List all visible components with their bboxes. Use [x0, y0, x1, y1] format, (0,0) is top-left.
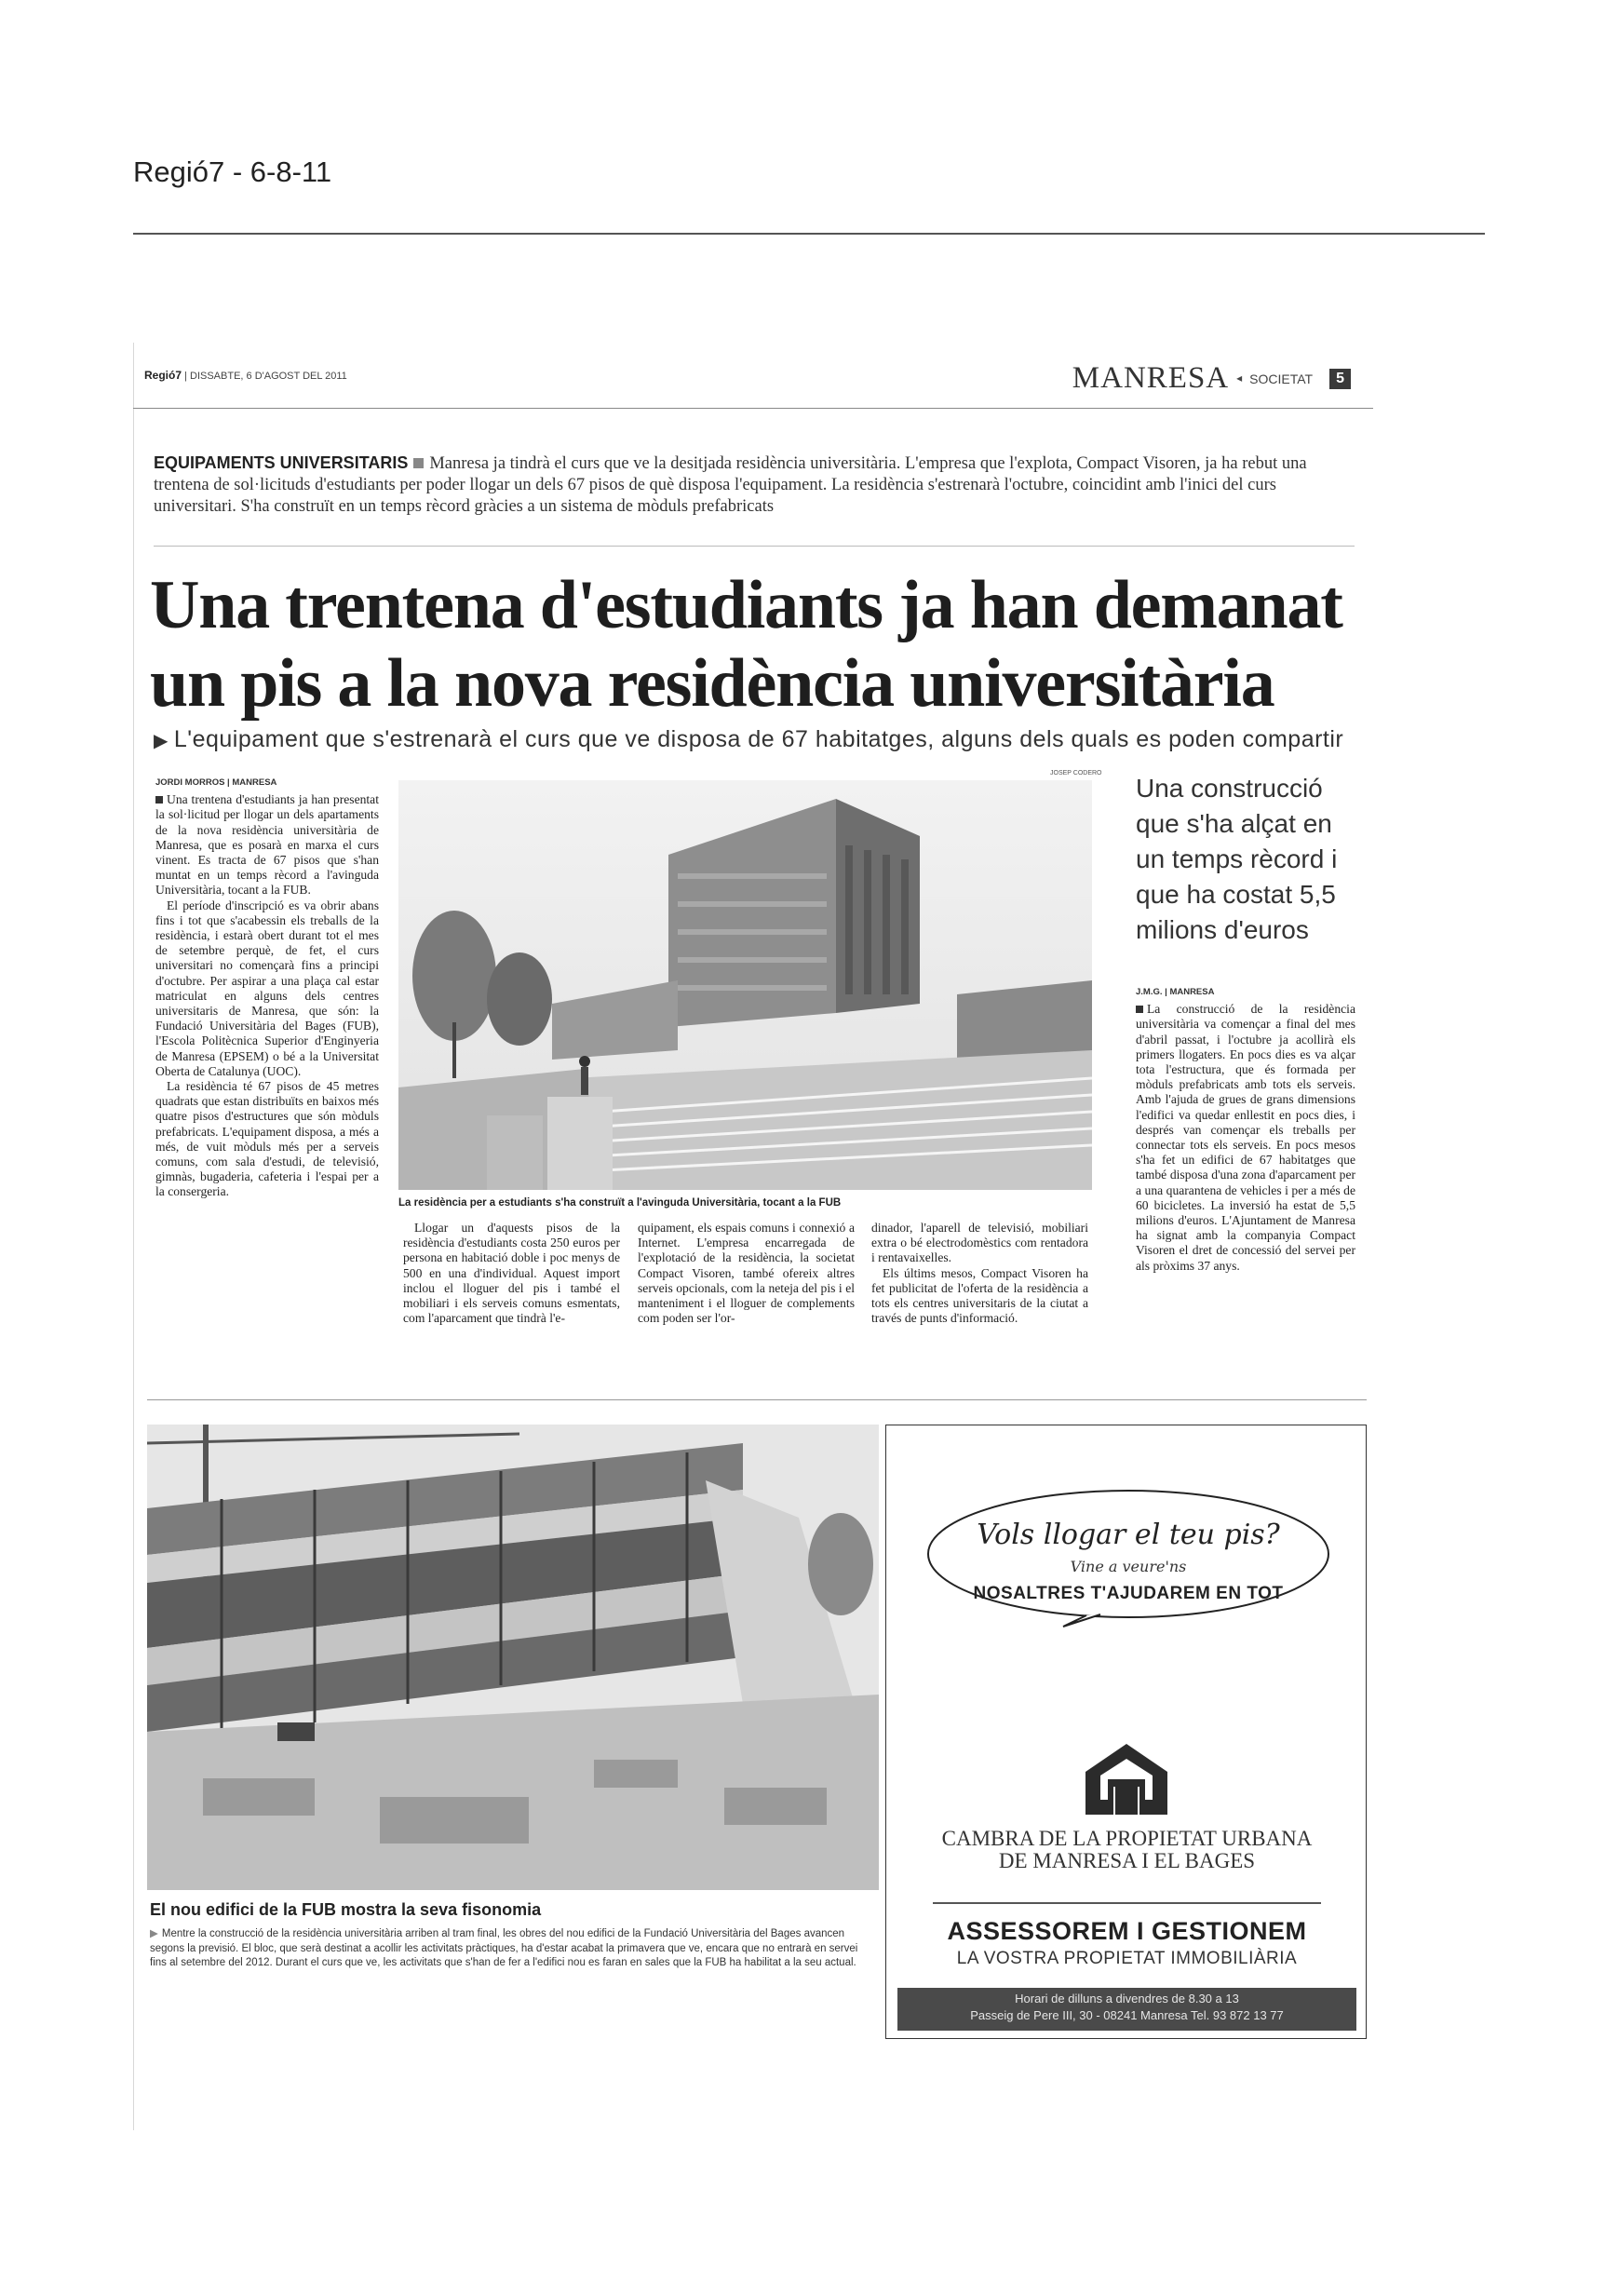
speech-bubble-icon: [924, 1479, 1333, 1628]
ad-question: Vols llogar el teu pis?: [977, 1519, 1280, 1551]
photo-description-text: Mentre la construcció de la residència universitària arriben al tram final, les obres del nou edifici de la Fundació Universitària del Bages avancen segons la previsió. El bloc, que serà destinat a acollir les activitats pràctiques, ha d'estar acabat la primavera que ve, encara que no entrarà en servei fins al setembre del 2012. Durant el curs que ve, les activitats que s'han de fer a l'edifici nou es faran en sales que la FUB ha habilitat a la seu actual.: [150, 1928, 858, 1968]
section-name: MANRESA: [1072, 361, 1230, 395]
photo-title: El nou edifici de la FUB mostra la seva fisonomia: [150, 1900, 542, 1919]
advertisement: [885, 1425, 1367, 2039]
article-column-2: [403, 1221, 620, 1326]
sidebar-byline: J.M.G. | MANRESA: [1136, 987, 1215, 997]
paragraph: La residència té 67 pisos de 45 metres quadrats que estan distribuïts en baixos més quatre pisos d'estructures que són mòduls prefabricats. L'equipament disposa, a més a més, de vuit mòduls més per a serveis comuns, com sala d'estudi, de televisió, gimnàs, bugaderia, cafeteria i l'espai per a la consergeria.: [155, 1079, 379, 1199]
sidebar-text: La construcció de la residència universitària va començar a final del mes d'abril passat, i l'octubre ja acollirà els primers llogaters. En pocs dies es va alçar tota l'estructura, que és formada per mòduls prefabricats amb tots els serveis. Amb l'ajuda de grues de grans dimensions l'edifici va quedar enllestit en pocs dies, i després van començar els treballs per connectar tots els serveis. En pocs mesos s'ha fet un edifici de 67 habitatges que també disposa d'una zona d'aparcament per a una quarantena de vehicles i per a més de 60 bicicletes. La inversió ha estat de 5,5 milions d'euros. L'Ajuntament de Manresa ha signat amb la companyia Compact Visoren el dret de concessió del servei per als pròxims 37 anys.: [1136, 1002, 1355, 1273]
ad-slogan: ASSESSOREM I GESTIONEM: [947, 1917, 1307, 1945]
article-summary: [154, 452, 1355, 518]
sidebar-headline: Una construcció que s'ha alçat en un temps rècord i que ha costat 5,5 milions d'euros: [1136, 774, 1338, 944]
masthead-left: [144, 369, 347, 382]
ad-hours: Horari de dilluns a divendres de 8.30 a 13: [1015, 1992, 1239, 2006]
paper-name: Regió7: [144, 369, 182, 382]
paragraph: [1136, 1002, 1355, 1274]
subheadline: [154, 726, 1364, 753]
headline-line-2: un pis a la nova residència universitària: [150, 645, 1274, 722]
organization-name: [905, 1828, 1349, 1872]
clip-divider: [133, 233, 1485, 235]
photo-credit: JOSEP CODERO: [1050, 770, 1102, 777]
fub-construction-photo: [147, 1425, 879, 1890]
square-bullet-icon: [1136, 1006, 1143, 1013]
paragraph: [155, 792, 379, 898]
paragraph: Llogar un d'aquests pisos de la residència d'estudiants costa 250 euros per persona en habitació doble i poc menys de 500 en una d'individual. Aquest import inclou el lloguer del pis i també el mobiliari i els serveis comuns esmentats, com l'aparcament que tindrà l'e-: [403, 1221, 620, 1326]
paragraph: Els últims mesos, Compact Visoren ha fet publicitat de l'oferta de la residència a tots els centres universitaris de la ciutat a través de punts d'informació.: [871, 1265, 1088, 1326]
sidebar-article: [1136, 985, 1355, 1274]
summary-divider: [154, 546, 1355, 547]
paragraph: quipament, els espais comuns i connexió a Internet. L'empresa encarregada de l'explotació de la residència, la societat Compact Visoren, també ofereix altres serveis opcionals, com la neteja del pis i el manteniment i el lloguer de complements com poden ser l'or-: [638, 1221, 855, 1326]
org-line-2: DE MANRESA I EL BAGES: [998, 1849, 1256, 1872]
square-bullet-icon: [155, 796, 163, 804]
ad-promise: NOSALTRES T'AJUDAREM EN TOT: [973, 1584, 1284, 1603]
subhead-text: L'equipament que s'estrenarà el curs que ve disposa de 67 habitatges, alguns dels quals es poden compartir: [173, 726, 1344, 752]
paragraph-text: Una trentena d'estudiants ja han presentat la sol·licitud per llogar un dels apartaments de la nova residència universitària de Manresa, que es posarà en marxa el curs vinent. Es tracta de 67 pisos que s'han muntat en un temps rècord a l'avinguda Universitària, tocant a la FUB.: [155, 792, 379, 898]
summary-text: Manresa ja tindrà el curs que ve la desitjada residència universitària. L'empresa que l'explota, Compact Visoren, ja ha rebut una trentena de sol·licituds d'estudiants per poder llogar un dels 67 pisos de què disposa l'equipament. La residència s'estrenarà l'octubre, coincidint amb l'inici del curs universitari. S'ha construït en un temps rècord gràcies a un sistema de mòduls prefabricats: [154, 454, 1307, 516]
article-column-3: [638, 1221, 855, 1326]
page-number: 5: [1329, 369, 1351, 389]
ad-invitation: Vine a veure'ns: [1070, 1558, 1187, 1575]
masthead-divider: [133, 408, 1373, 409]
paragraph: dinador, l'aparell de televisió, mobiliari extra o bé electrodomèstics com rentadora i rentavaixelles.: [871, 1221, 1088, 1265]
section-divider: [147, 1399, 1367, 1400]
subsection-name: SOCIETAT: [1249, 371, 1314, 386]
issue-date: DISSABTE, 6 D'AGOST DEL 2011: [190, 371, 347, 382]
separator: |: [184, 371, 190, 382]
summary-kicker: EQUIPAMENTS UNIVERSITARIS: [154, 453, 409, 472]
triangle-right-icon: ▶: [150, 1928, 158, 1939]
article-byline: JORDI MORROS | MANRESA: [155, 777, 277, 788]
house-logo-icon: [1084, 1742, 1169, 1817]
square-bullet-icon: [413, 458, 424, 468]
main-headline: [150, 566, 1360, 723]
article-column-1: [155, 776, 379, 1200]
photo-description: [150, 1927, 876, 1971]
article-column-4: [871, 1221, 1088, 1326]
headline-line-1: Una trentena d'estudiants ja han demanat: [150, 567, 1342, 643]
residence-photo: [398, 780, 1092, 1190]
ad-divider: [933, 1902, 1321, 1904]
newspaper-page: [133, 343, 1373, 2130]
construction-photo-image: [147, 1425, 879, 1890]
ad-address: Passeig de Pere III, 30 - 08241 Manresa Tel. 93 872 13 77: [970, 2008, 1284, 2022]
masthead-right: [1072, 361, 1351, 396]
residence-photo-image: [398, 780, 1092, 1190]
org-line-1: CAMBRA DE LA PROPIETAT URBANA: [941, 1827, 1313, 1850]
ad-tagline: LA VOSTRA PROPIETAT IMMOBILIÀRIA: [956, 1949, 1298, 1968]
paragraph: El període d'inscripció es va obrir abans fins i tot que s'acabessin els treballs de la residència, i estarà obert durant tot el mes de setembre perquè, de fet, el curs universitari no començarà fins a principi d'octubre. Per aspirar a una plaça cal estar matriculat en alguns dels centres universitaris de Manresa, que són: la Fundació Universitària del Bages (FUB), l'Escola Politècnica Superior d'Enginyeria de Manresa (EPSEM) o bé a la Universitat Oberta de Catalunya (UOC).: [155, 898, 379, 1078]
triangle-right-icon: ▶: [154, 731, 169, 751]
clip-label: Regió7 - 6-8-11: [133, 155, 332, 188]
triangle-left-icon: ◂: [1236, 371, 1243, 385]
ad-contact-info: [897, 1991, 1356, 2024]
photo-caption: La residència per a estudiants s'ha construït a l'avinguda Universitària, tocant a la FUB: [398, 1197, 842, 1209]
